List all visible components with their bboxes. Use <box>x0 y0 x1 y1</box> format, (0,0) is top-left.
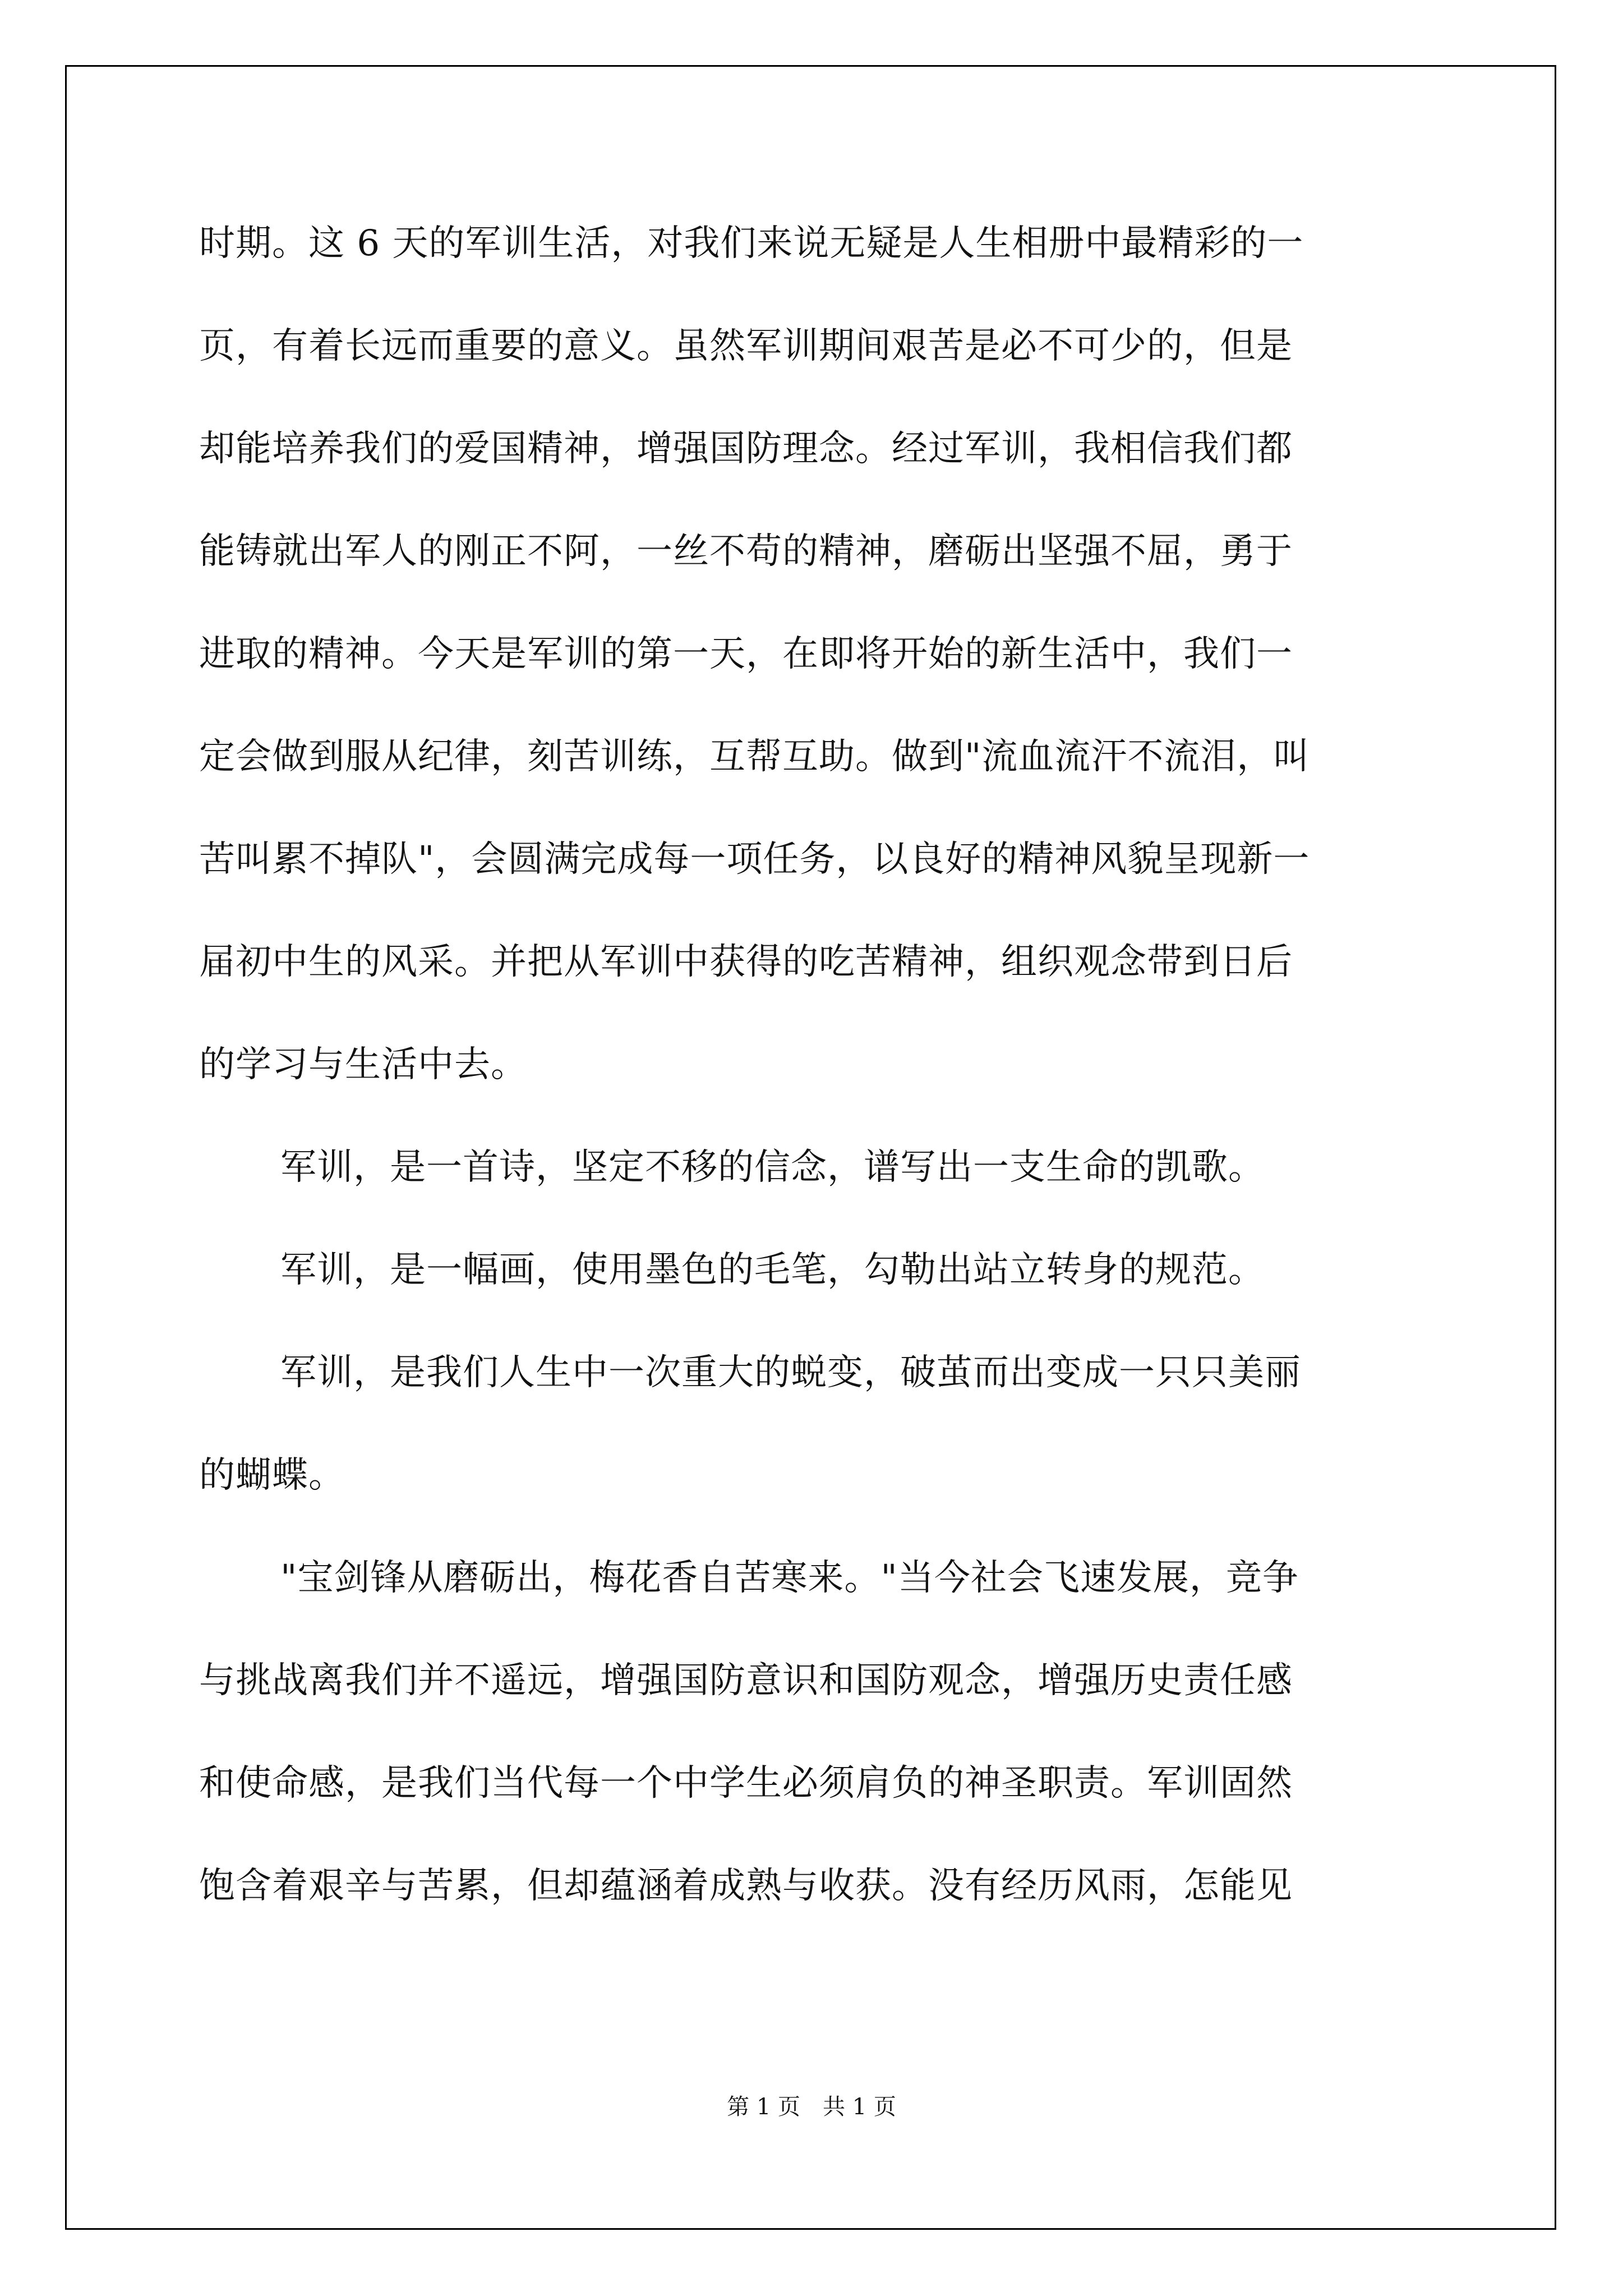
text-line: 的蝴蝶。 <box>199 1455 345 1496</box>
text-line: 军训，是一幅画，使用墨色的毛笔，勾勒出站立转身的规范。 <box>280 1249 1265 1291</box>
text-line: 军训，是我们人生中一次重大的蜕变，破茧而出变成一只只美丽 <box>280 1352 1301 1393</box>
text-line: 却能培养我们的爱国精神，增强国防理念。经过军训，我相信我们都 <box>199 428 1293 470</box>
text-line: 与挑战离我们并不遥远，增强国防意识和国防观念，增强历史责任感 <box>199 1660 1293 1701</box>
text-line: 届初中生的风采。并把从军训中获得的吃苦精神，组织观念带到日后 <box>199 941 1293 983</box>
page-footer <box>0 2093 1623 2121</box>
text-line: 定会做到服从纪律，刻苦训练，互帮互助。做到"流血流汗不流泪，叫 <box>199 736 1310 777</box>
text-line: 和使命感，是我们当代每一个中学生必须肩负的神圣职责。军训固然 <box>199 1763 1293 1804</box>
text-line: 能铸就出军人的刚正不阿，一丝不苟的精神，磨砺出坚强不屈，勇于 <box>199 531 1293 572</box>
text-line: 时期。这 6 天的军训生活，对我们来说无疑是人生相册中最精彩的一 <box>199 223 1304 264</box>
text-line: "宝剑锋从磨砺出，梅花香自苦寒来。"当今社会飞速发展，竞争 <box>280 1557 1299 1599</box>
text-line: 进取的精神。今天是军训的第一天，在即将开始的新生活中，我们一 <box>199 633 1293 675</box>
page-number-label: 第 1 页 共 1 页 <box>727 2094 896 2120</box>
text-line: 军训，是一首诗，坚定不移的信念，谱写出一支生命的凯歌。 <box>280 1147 1265 1188</box>
text-line: 饱含着艰辛与苦累，但却蕴涵着成熟与收获。没有经历风雨，怎能见 <box>199 1865 1293 1907</box>
text-line: 页，有着长远而重要的意义。虽然军训期间艰苦是必不可少的，但是 <box>199 325 1293 367</box>
text-line: 苦叫累不掉队"，会圆满完成每一项任务，以良好的精神风貌呈现新一 <box>199 839 1310 880</box>
text-line: 的学习与生活中去。 <box>199 1044 527 1085</box>
